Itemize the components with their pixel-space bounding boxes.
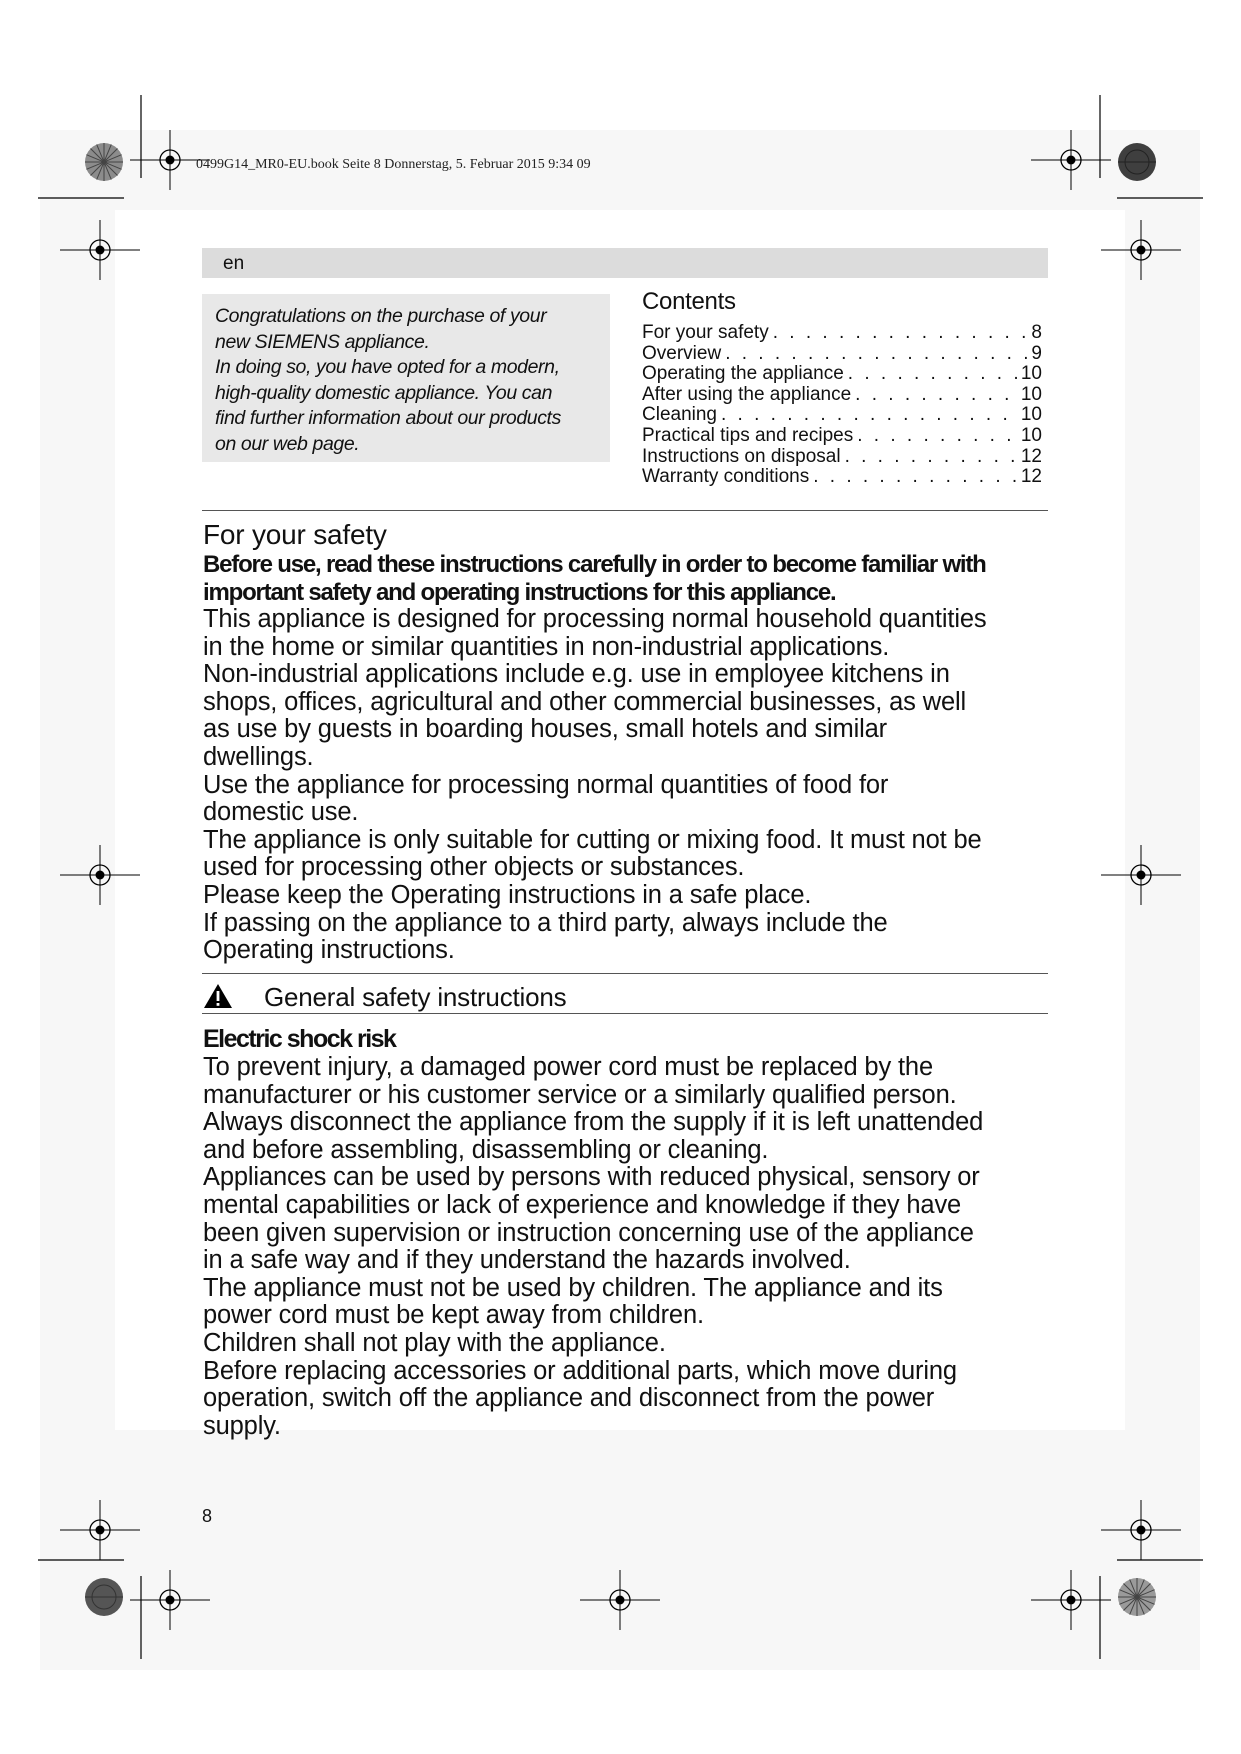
toc-entry-page: 10 — [1020, 363, 1042, 385]
toc-entry[interactable] — [642, 385, 1042, 406]
general-safety-title: General safety instructions — [264, 982, 567, 1012]
toc-entry-label: Operating the appliance — [642, 363, 844, 385]
toc-leader-dots — [725, 344, 1027, 365]
print-file-info: 0499G14_MR0-EU.book Seite 8 Donnerstag, 5. Februar 2015 9:34 09 — [196, 157, 591, 172]
body-line: manufacturer or his customer service or a similarly qualified person. — [203, 1080, 957, 1109]
electric-shock-body — [203, 1054, 1063, 1440]
body-line: Before replacing accessories or additional parts, which move during — [203, 1356, 957, 1385]
body-line: in the home or similar quantities in non-industrial applications. — [203, 632, 890, 661]
body-line: shops, offices, agricultural and other commercial businesses, as well — [203, 687, 967, 716]
toc-entry-label: For your safety — [642, 322, 769, 343]
body-line: Operating instructions. — [203, 936, 455, 965]
toc-leader-dots — [813, 467, 1017, 488]
toc-leader-dots — [773, 323, 1028, 344]
toc-leader-dots — [857, 426, 1017, 447]
toc-entry-page: 10 — [1020, 404, 1042, 426]
body-line: Appliances can be used by persons with reduced physical, sensory or — [203, 1163, 980, 1192]
toc-entry-label: After using the appliance — [642, 383, 852, 405]
body-line: power cord must be kept away from children. — [203, 1301, 704, 1330]
body-line: Please keep the Operating instructions in a safe place. — [203, 880, 812, 909]
page-number: 8 — [202, 1506, 213, 1526]
body-line: domestic use. — [203, 798, 359, 827]
body-line: and before assembling, disassembling or cleaning. — [203, 1135, 769, 1164]
toc-entry[interactable] — [642, 344, 1042, 365]
toc-entry-page: 12 — [1020, 466, 1042, 488]
toc-entry-label: Practical tips and recipes — [642, 424, 854, 446]
body-line: been given supervision or instruction concerning use of the appliance — [203, 1218, 974, 1247]
contents-title: Contents — [642, 288, 736, 315]
toc-leader-dots — [721, 405, 1017, 426]
density-target-icon — [1117, 142, 1157, 182]
body-line: If passing on the appliance to a third party, always include the — [203, 908, 888, 937]
toc-entry[interactable] — [642, 447, 1042, 468]
body-line: To prevent injury, a damaged power cord must be replaced by the — [203, 1053, 933, 1081]
intro-line: high-quality domestic appliance. You can — [215, 381, 553, 404]
section-divider — [202, 510, 1048, 511]
intro-line: find further information about our products — [215, 407, 561, 429]
intro-line: Congratulations on the purchase of your — [215, 305, 547, 327]
density-target-icon — [84, 1577, 124, 1617]
toc-entry[interactable] — [642, 323, 1042, 344]
section-title: For your safety — [203, 519, 387, 550]
body-line: as use by guests in boarding houses, small hotels and similar — [203, 715, 887, 744]
language-code: en — [223, 253, 245, 274]
intro-line: on our web page. — [215, 432, 360, 455]
body-line: operation, switch off the appliance and disconnect from the power — [203, 1384, 935, 1413]
safety-lead-line: important safety and operating instructions for this appliance. — [203, 578, 836, 606]
body-line: Children shall not play with the appliance. — [203, 1328, 666, 1357]
toc-leader-dots — [848, 364, 1017, 385]
warning-triangle-icon — [203, 983, 233, 1009]
toc-leader-dots — [855, 385, 1017, 406]
electric-shock-section — [203, 1024, 1063, 1440]
toc-entry-label: Cleaning — [642, 404, 717, 426]
body-line: This appliance is designed for processing normal household quantities — [203, 605, 987, 633]
toc-entry-label: Overview — [642, 342, 722, 364]
safety-lead-line: Before use, read these instructions carefully in order to become familiar with — [203, 551, 986, 578]
toc-entry-page: 10 — [1020, 424, 1042, 446]
toc-entry-label: Instructions on disposal — [642, 445, 841, 467]
toc-entry-page: 12 — [1020, 445, 1042, 467]
toc-leader-dots — [845, 447, 1017, 468]
body-line: Non-industrial applications include e.g. use in employee kitchens in — [203, 660, 950, 689]
body-line: Always disconnect the appliance from the supply if it is left unattended — [203, 1108, 984, 1137]
color-target-icon — [84, 142, 124, 182]
body-line: used for processing other objects or substances. — [203, 853, 745, 882]
section-divider — [202, 1013, 1048, 1014]
color-target-icon — [1117, 1577, 1157, 1617]
subheading: Electric shock risk — [203, 1025, 396, 1053]
body-line: The appliance must not be used by children. The appliance and its — [203, 1273, 943, 1302]
toc-entry-page: 8 — [1031, 322, 1042, 343]
toc-entry[interactable] — [642, 467, 1042, 488]
language-tab-bar — [202, 248, 1048, 278]
intro-box — [202, 294, 610, 462]
intro-line: In doing so, you have opted for a modern, — [215, 356, 560, 378]
body-line: The appliance is only suitable for cutting or mixing food. It must not be — [203, 825, 982, 854]
safety-body — [203, 606, 1063, 965]
toc-entry-page: 9 — [1031, 342, 1042, 364]
toc-entry-label: Warranty conditions — [642, 466, 810, 488]
section-divider — [202, 973, 1048, 974]
body-line: Use the appliance for processing normal quantities of food for — [203, 770, 889, 799]
body-line: in a safe way and if they understand the hazards involved. — [203, 1246, 851, 1275]
toc-entry[interactable] — [642, 426, 1042, 447]
toc-entry-page: 10 — [1020, 383, 1042, 405]
intro-line: new SIEMENS appliance. — [215, 330, 430, 353]
toc-entry[interactable] — [642, 405, 1042, 426]
body-line: mental capabilities or lack of experience and knowledge if they have — [203, 1190, 962, 1219]
body-line: supply. — [203, 1411, 281, 1440]
body-line: dwellings. — [203, 742, 314, 771]
toc-entry[interactable] — [642, 364, 1042, 385]
table-of-contents — [642, 287, 1042, 488]
safety-section — [203, 519, 1063, 965]
general-safety-heading — [203, 982, 1049, 1012]
